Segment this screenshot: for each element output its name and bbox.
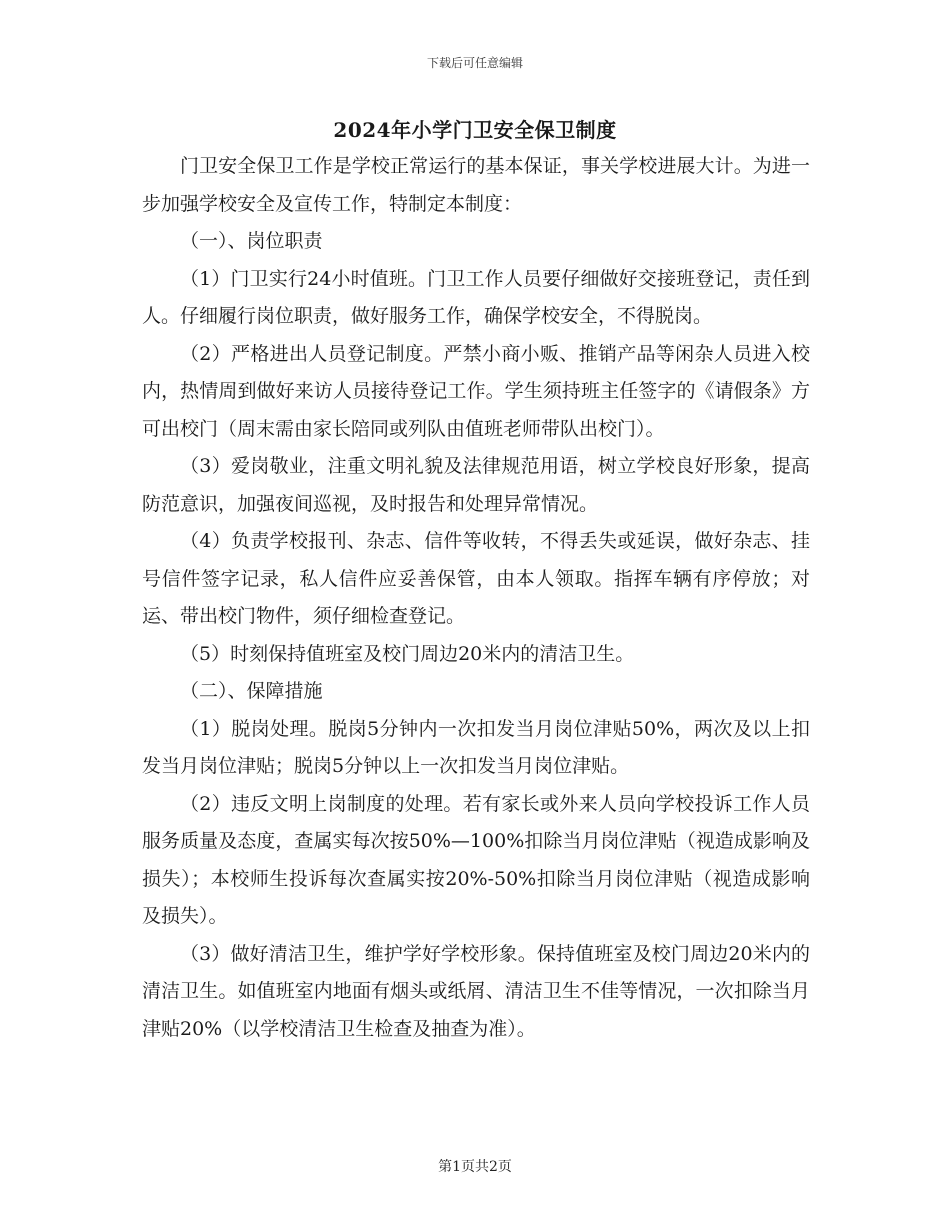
- paragraph-measure-3: （3）做好清洁卫生，维护学好学校形象。保持值班室及校门周边20米内的清洁卫生。如值班室内地面有烟头或纸屑、清洁卫生不佳等情况，一次扣除当月津贴20%（以学校清洁卫生检查及抽查为准）。: [142, 942, 810, 1040]
- document-title: 2024年小学门卫安全保卫制度: [333, 118, 617, 142]
- document-body: [142, 148, 810, 1048]
- section-heading-duties: （一）、岗位职责: [180, 230, 323, 252]
- paragraph-duty-1: （1）门卫实行24小时值班。门卫工作人员要仔细做好交接班登记，责任到人。仔细履行岗位职责，做好服务工作，确保学校安全，不得脱岗。: [142, 267, 810, 327]
- header-note: 下载后可任意编辑: [426, 56, 523, 70]
- paragraph-duty-5: （5）时刻保持值班室及校门周边20米内的清洁卫生。: [180, 642, 635, 665]
- paragraph-duty-4: （4）负责学校报刊、杂志、信件等收转，不得丢失或延误，做好杂志、挂号信件签字记录，私人信件应妥善保管，由本人领取。指挥车辆有序停放；对运、带出校门物件，须仔细检查登记。: [142, 530, 810, 627]
- paragraph-measure-2: （2）违反文明上岗制度的处理。若有家长或外来人员向学校投诉工作人员服务质量及态度，查属实每次按50%—100%扣除当月岗位津贴（视造成影响及损失）；本校师生投诉每次查属实按20%-50%扣除当月岗位津贴（视造成影响及损失）。: [142, 792, 810, 927]
- paragraph-duty-3: （3）爱岗敬业，注重文明礼貌及法律规范用语，树立学校良好形象，提高防范意识，加强夜间巡视，及时报告和处理异常情况。: [142, 455, 810, 515]
- page-number: 第1页共2页: [438, 1159, 512, 1175]
- paragraph-duty-2: （2）严格进出人员登记制度。严禁小商小贩、推销产品等闲杂人员进入校内，热情周到做好来访人员接待登记工作。学生须持班主任签字的《请假条》方可出校门（周末需由家长陪同或列队由值班老师带队出校门）。: [142, 342, 810, 440]
- paragraph-measure-1: （1）脱岗处理。脱岗5分钟内一次扣发当月岗位津贴50%，两次及以上扣发当月岗位津贴；脱岗5分钟以上一次扣发当月岗位津贴。: [142, 717, 810, 777]
- section-heading-measures: （二）、保障措施: [180, 680, 323, 702]
- paragraph-intro: 门卫安全保卫工作是学校正常运行的基本保证，事关学校进展大计。为进一步加强学校安全及宣传工作，特制定本制度：: [142, 155, 810, 215]
